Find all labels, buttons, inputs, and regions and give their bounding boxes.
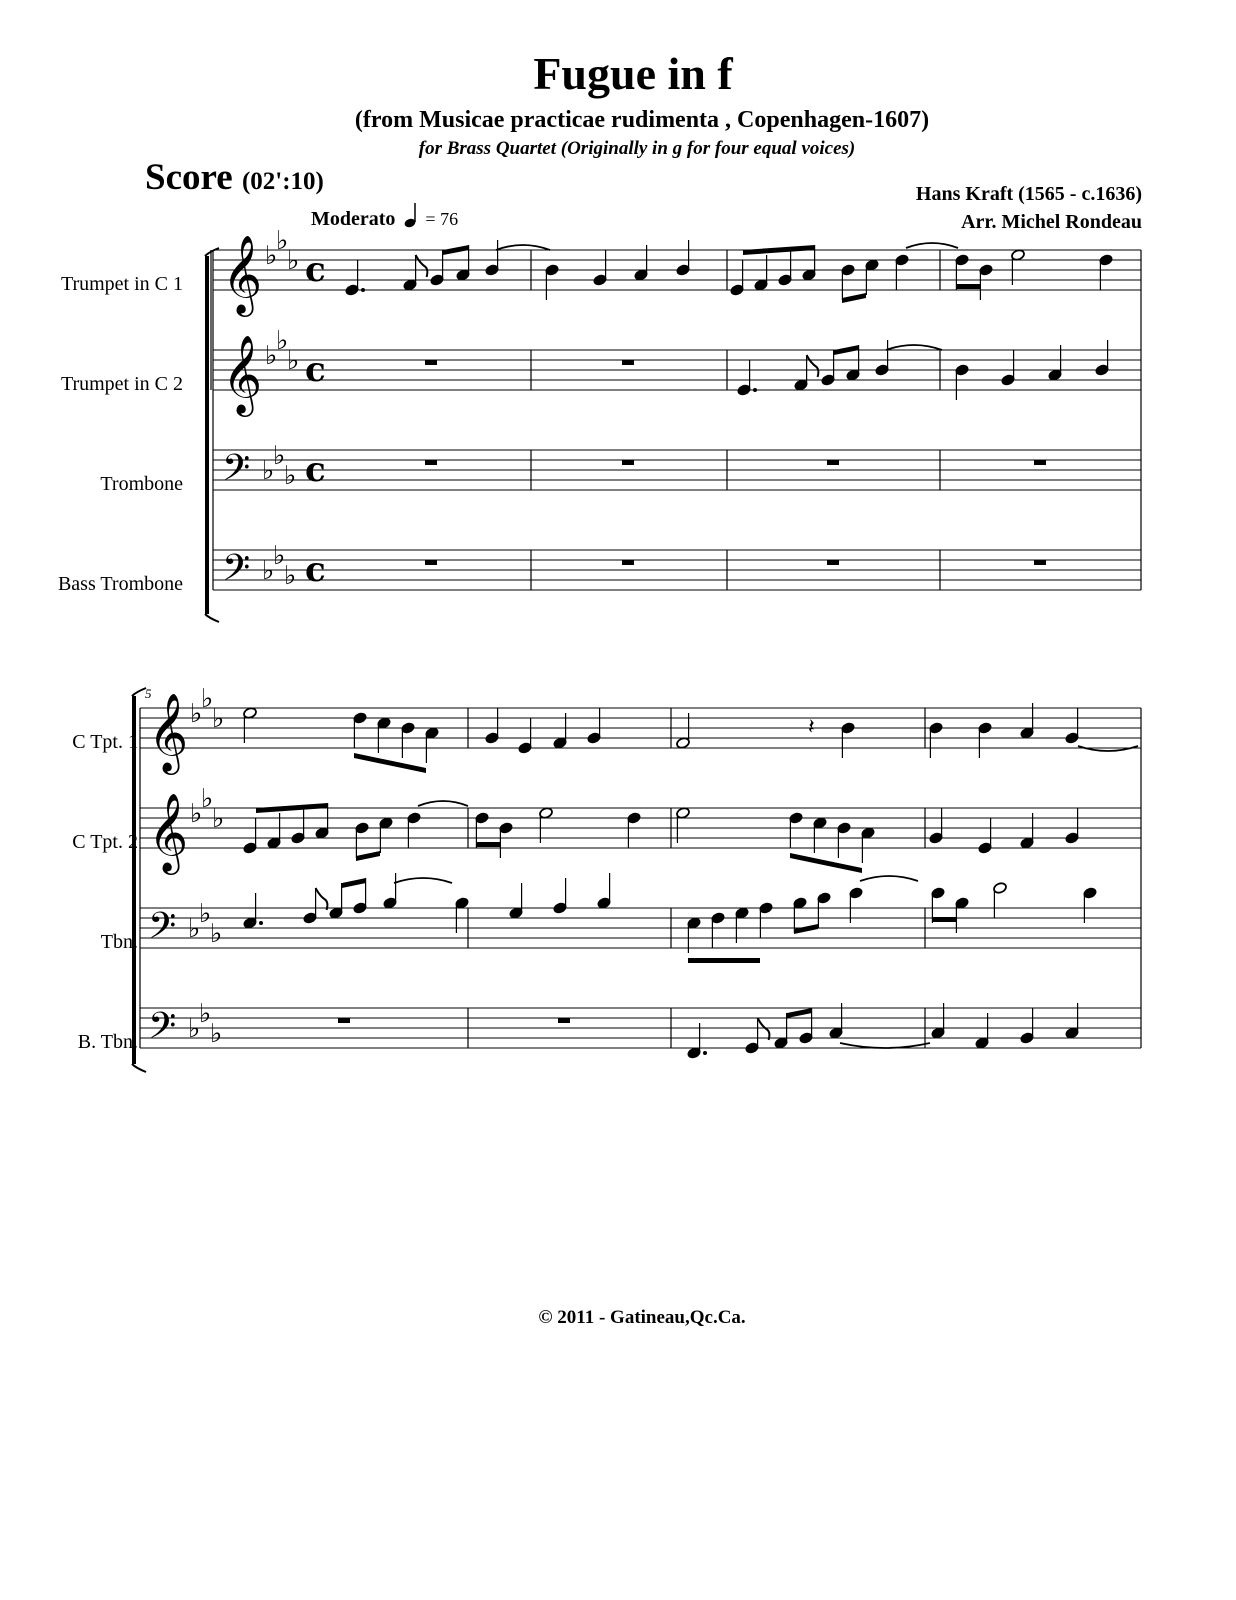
flat-icon: ♭ [284,561,297,591]
flat-icon: ♭ [212,804,225,834]
beam [342,878,366,888]
flat-icon: ♭ [199,899,212,929]
whole-rest-icon [425,460,437,465]
flat-icon: ♭ [276,326,289,356]
beam [956,284,980,289]
common-time-icon: c [305,450,326,490]
instrument-label-bass-trombone: Bass Trombone [57,573,183,595]
beam [443,245,469,255]
flat-icon: ♭ [210,919,223,949]
whole-rest-icon [338,1018,350,1023]
flag [316,888,328,910]
whole-rest-icon [558,1018,570,1023]
instrument-label-trombone: Trombone [100,473,183,495]
instrument-label-c-tpt-1: C Tpt. 1 [72,731,138,753]
whole-rest-icon [622,360,634,365]
tempo-bpm: = 76 [425,209,459,229]
composer: Hans Kraft (1565 - c.1636) [915,183,1142,205]
treble-clef-icon: 𝄞 [222,235,263,314]
flat-icon: ♭ [276,226,289,256]
beam [354,753,426,773]
bass-clef-icon: 𝄢 [148,1005,177,1056]
bracket-bottom [132,1064,146,1072]
arranger: Arr. Michel Rondeau [961,211,1142,233]
instrumentation-note: for Brass Quartet (Originally in g for four equal voices) [418,138,856,159]
flag [416,255,428,277]
whole-rest-icon [827,560,839,565]
bass-clef-icon: 𝄢 [222,447,251,498]
instrument-label-trumpet-2: Trumpet in C 2 [60,373,183,395]
whole-rest-icon [425,360,437,365]
flat-icon: ♭ [284,461,297,491]
instrument-label-tbn: Tbn. [100,931,138,953]
whole-rest-icon [622,460,634,465]
tie [394,878,452,883]
whole-rest-icon [827,460,839,465]
treble-clef-icon: 𝄞 [148,793,189,872]
tie [886,345,942,350]
flat-icon: ♭ [210,1019,223,1049]
dot [703,1051,707,1055]
flat-icon: ♭ [201,684,214,714]
flat-icon: ♭ [262,456,275,486]
bass-clef-icon: 𝄢 [148,905,177,956]
beam [790,853,862,873]
flat-icon: ♭ [201,784,214,814]
flat-icon: ♭ [199,999,212,1029]
flat-icon: ♭ [188,1014,201,1044]
flat-icon: ♭ [265,341,278,371]
flat-icon: ♭ [212,704,225,734]
beam [842,293,866,303]
common-time-icon: c [305,350,326,390]
treble-clef-icon: 𝄞 [222,335,263,414]
beam [743,245,815,255]
flat-icon: ♭ [188,914,201,944]
dot [259,921,263,925]
score-subtitle: (from Musicae practicae rudimenta , Copenhagen-1607) [354,107,930,133]
quarter-rest-icon: 𝄽 [808,715,815,740]
flat-icon: ♭ [287,346,300,376]
tie [418,801,468,806]
copyright: © 2011 - Gatineau,Qc.Ca. [538,1307,746,1328]
dot [753,388,757,392]
duration: (02':10) [241,168,324,195]
flat-icon: ♭ [265,241,278,271]
beam [256,803,328,813]
flat-icon: ♭ [262,556,275,586]
beam [834,345,859,355]
beam [787,1008,812,1018]
whole-rest-icon [1034,460,1046,465]
score-word: Score [145,157,233,198]
tie [496,245,550,250]
tie [906,243,958,248]
beam [932,917,956,922]
flat-icon: ♭ [273,441,286,471]
beam [688,958,760,963]
beam [356,851,380,861]
beam [476,842,500,847]
whole-rest-icon [622,560,634,565]
instrument-label-c-tpt-2: C Tpt. 2 [72,831,138,853]
common-time-icon: c [305,550,326,590]
flat-icon: ♭ [287,246,300,276]
flag [758,1018,770,1040]
instrument-label-trumpet-1: Trumpet in C 1 [60,273,183,295]
whole-rest-icon [1034,560,1046,565]
measure-number: 5 [145,686,152,701]
common-time-icon: c [305,250,326,290]
flat-icon: ♭ [273,541,286,571]
flag [807,355,819,377]
tie [840,1043,930,1048]
bracket-top [132,688,146,696]
bracket-top [205,248,219,256]
dot [361,288,365,292]
tie [860,876,918,881]
flat-icon: ♭ [190,799,203,829]
treble-clef-icon: 𝄞 [148,693,189,772]
flat-icon: ♭ [190,699,203,729]
whole-rest-icon [425,560,437,565]
tempo-text: Moderato [311,208,396,230]
bracket-bottom [205,614,219,622]
instrument-label-b-tbn: B. Tbn. [77,1031,138,1053]
bass-clef-icon: 𝄢 [222,547,251,598]
beam [794,924,818,934]
score-title: Fugue in f [533,48,733,99]
